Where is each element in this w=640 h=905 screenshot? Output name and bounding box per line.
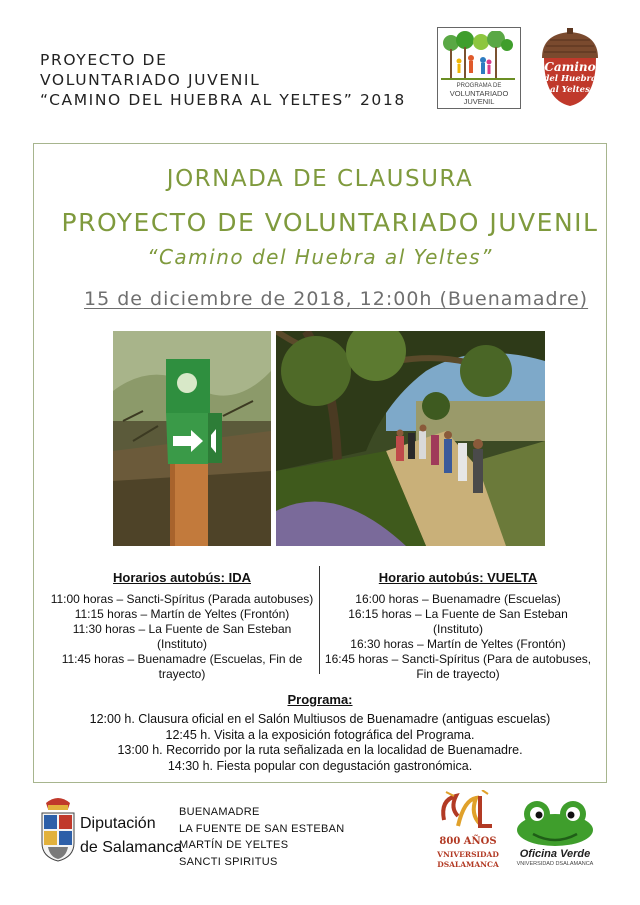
bus-vuelta-heading: Horario autobús: VUELTA: [378, 570, 538, 585]
programa-list: [0, 712, 640, 774]
bus-ida-line: 11:30 horas – La Fuente de San Esteban: [72, 622, 292, 636]
towns-list: [179, 804, 345, 870]
route-title: “Camino del Huebra al Yeltes”: [147, 245, 493, 269]
trail-sign-photo: [113, 331, 271, 546]
usal-800-logo: [436, 790, 500, 874]
bus-vuelta-line: (Instituto): [432, 622, 483, 636]
usal-name-1: VNIVERSIDAD: [437, 850, 499, 859]
camino-logo-text-2: del Huebra: [543, 74, 597, 84]
camino-logo: [536, 28, 604, 108]
bus-vuelta-line: 16:15 horas – La Fuente de San Esteban: [348, 607, 568, 621]
camino-logo-text-1: Camino: [544, 60, 596, 74]
bus-ida-line: 11:15 horas – Martín de Yeltes (Frontón): [74, 607, 290, 621]
programa-heading: Programa:: [287, 692, 353, 707]
bus-ida-list: [40, 592, 324, 682]
event-date: 15 de diciembre de 2018, 12:00h (Buenamadre): [84, 288, 589, 310]
town-item: LA FUENTE DE SAN ESTEBAN: [179, 822, 345, 835]
town-item: SANCTI SPIRITUS: [179, 855, 278, 868]
bus-ida-line: 11:45 horas – Buenamadre (Escuelas, Fin de: [61, 652, 303, 666]
oficina-verde-text: Oficina Verde: [519, 848, 591, 860]
bus-vuelta-line: 16:00 horas – Buenamadre (Escuelas): [355, 592, 561, 606]
group-walk-photo: [276, 331, 545, 546]
programa-item: 12:00 h. Clausura oficial en el Salón Multiusos de Buenamadre (antiguas escuelas): [89, 712, 551, 726]
diputacion-line-1: Diputación: [80, 815, 156, 832]
header-line-2: VOLUNTARIADO JUVENIL: [40, 71, 261, 89]
usal-800-text: 800 AÑOS: [439, 836, 497, 847]
bus-vuelta-line: Fin de trayecto): [416, 667, 500, 681]
bus-ida-line: trayecto): [158, 667, 206, 681]
project-title: PROYECTO DE VOLUNTARIADO JUVENIL: [61, 208, 599, 237]
header-title: [40, 50, 440, 110]
programa-item: 13:00 h. Recorrido por la ruta señalizada en la localidad de Buenamadre.: [117, 743, 523, 757]
trees-figures-icon: [441, 31, 515, 81]
bus-vuelta-line: 16:30 horas – Martín de Yeltes (Frontón): [350, 637, 566, 651]
header-line-1: PROYECTO DE: [40, 51, 168, 69]
bus-ida-heading: Horarios autobús: IDA: [113, 570, 251, 585]
programa-caption-3: JUVENIL: [463, 97, 495, 106]
programa-voluntariado-logo: [437, 27, 521, 109]
oficina-verde-logo: [507, 796, 603, 870]
town-item: MARTÍN DE YELTES: [179, 839, 289, 851]
diputacion-name: [80, 812, 182, 860]
programa-caption-1: PROGRAMA DE: [456, 83, 502, 89]
bus-vuelta-list: [318, 592, 598, 682]
usal-name-2: DSALAMANCA: [437, 860, 499, 869]
bus-ida-line: 11:00 horas – Sancti-Spíritus (Parada autobuses): [50, 592, 314, 606]
camino-logo-text-3: al Yeltes: [550, 85, 590, 95]
diputacion-crest-icon: [38, 795, 78, 863]
event-title: JORNADA DE CLAUSURA: [166, 166, 474, 192]
header-line-3: “CAMINO DEL HUEBRA AL YELTES” 2018: [40, 91, 406, 109]
oficina-verde-subtext: VNIVERSIDAD DSALAMANCA: [516, 861, 594, 867]
bus-ida-line: (Instituto): [156, 637, 207, 651]
usal-emblem-icon: [436, 790, 500, 836]
programa-item: 12:45 h. Visita a la exposición fotográfica del Programa.: [165, 727, 475, 742]
bus-vuelta-line: 16:45 horas – Sancti-Spíritus (Para de autobuses,: [324, 652, 592, 666]
frog-icon: [507, 796, 603, 848]
programa-caption-2: VOLUNTARIADO: [449, 89, 509, 98]
town-item: BUENAMADRE: [179, 806, 260, 818]
programa-item: 14:30 h. Fiesta popular con degustación gastronómica.: [167, 758, 473, 773]
diputacion-line-2: de Salamanca: [80, 839, 183, 856]
